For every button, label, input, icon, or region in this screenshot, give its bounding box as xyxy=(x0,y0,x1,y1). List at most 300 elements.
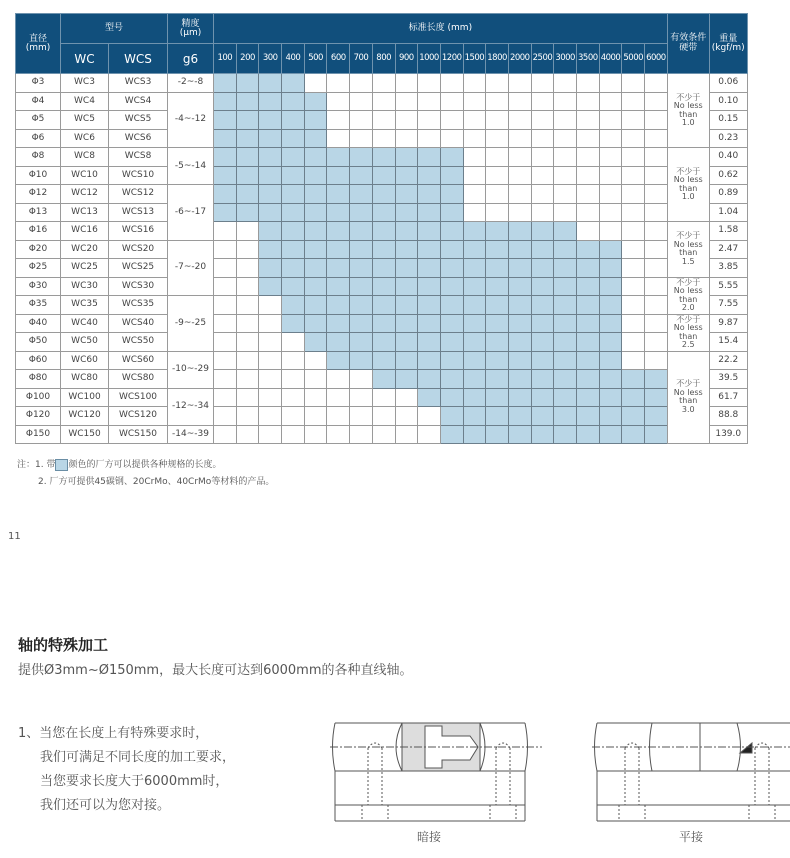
table-row xyxy=(16,222,748,241)
length-cell xyxy=(599,277,622,296)
length-cell xyxy=(622,92,645,111)
length-cell xyxy=(554,203,577,222)
length-cell xyxy=(304,222,327,241)
length-cell xyxy=(463,203,486,222)
length-cell xyxy=(327,407,350,426)
length-cell xyxy=(259,388,282,407)
wcs-model-cell: WCS16 xyxy=(109,222,168,241)
shaft-spec-table xyxy=(15,13,748,444)
length-cell xyxy=(395,277,418,296)
length-cell xyxy=(508,277,531,296)
length-cell xyxy=(531,277,554,296)
length-cell xyxy=(440,259,463,278)
length-cell xyxy=(577,333,600,352)
length-cell xyxy=(395,351,418,370)
length-cell xyxy=(622,333,645,352)
length-cell xyxy=(463,111,486,130)
length-cell xyxy=(259,185,282,204)
flat-joint-caption: 平接 xyxy=(679,830,704,844)
wcs-model-cell: WCS5 xyxy=(109,111,168,130)
length-cell xyxy=(645,425,668,444)
length-cell xyxy=(486,203,509,222)
length-cell xyxy=(599,92,622,111)
length-cell xyxy=(327,370,350,389)
length-cell xyxy=(554,425,577,444)
length-cell xyxy=(236,74,259,93)
length-cell xyxy=(259,92,282,111)
length-cell xyxy=(508,370,531,389)
length-cell xyxy=(327,74,350,93)
table-row xyxy=(16,296,748,315)
length-cell xyxy=(622,370,645,389)
length-cell xyxy=(304,407,327,426)
length-cell xyxy=(418,185,441,204)
length-cell xyxy=(259,203,282,222)
length-cell xyxy=(304,185,327,204)
length-cell xyxy=(372,259,395,278)
length-cell xyxy=(599,222,622,241)
length-cell xyxy=(440,351,463,370)
length-cell xyxy=(372,314,395,333)
length-cell xyxy=(395,333,418,352)
length-cell xyxy=(645,277,668,296)
length-cell xyxy=(372,351,395,370)
weight-cell: 0.15 xyxy=(709,111,747,130)
diameter-cell: Φ3 xyxy=(16,74,61,93)
length-cell xyxy=(327,314,350,333)
length-cell xyxy=(463,148,486,167)
wcs-model-cell: WCS13 xyxy=(109,203,168,222)
length-cell xyxy=(282,74,305,93)
length-cell xyxy=(327,148,350,167)
length-cell xyxy=(236,166,259,185)
length-cell xyxy=(372,277,395,296)
length-cell xyxy=(236,259,259,278)
tolerance-cell: -6~-17 xyxy=(168,185,214,241)
diameter-cell: Φ4 xyxy=(16,92,61,111)
length-cell xyxy=(554,314,577,333)
length-cell xyxy=(508,92,531,111)
length-cell xyxy=(418,388,441,407)
length-cell xyxy=(463,407,486,426)
length-cell xyxy=(486,222,509,241)
length-cell xyxy=(577,129,600,148)
weight-header: 重量 (kgf/m) xyxy=(709,14,747,74)
table-row xyxy=(16,185,748,204)
length-cell xyxy=(440,240,463,259)
length-cell xyxy=(599,296,622,315)
length-cell xyxy=(350,129,373,148)
length-cell xyxy=(236,296,259,315)
table-row xyxy=(16,259,748,278)
length-cell xyxy=(463,333,486,352)
length-cell xyxy=(214,166,237,185)
wc-model-cell: WC12 xyxy=(61,185,109,204)
length-header: 400 xyxy=(282,44,305,74)
diameter-cell: Φ5 xyxy=(16,111,61,130)
length-cell xyxy=(508,203,531,222)
length-cell xyxy=(236,407,259,426)
length-cell xyxy=(214,185,237,204)
length-cell xyxy=(577,407,600,426)
length-cell xyxy=(508,314,531,333)
length-cell xyxy=(395,407,418,426)
length-cell xyxy=(418,333,441,352)
length-cell xyxy=(350,388,373,407)
tolerance-cell: -5~-14 xyxy=(168,148,214,185)
length-cell xyxy=(282,425,305,444)
wc-model-cell: WC40 xyxy=(61,314,109,333)
length-cell xyxy=(214,222,237,241)
wc-model-cell: WC30 xyxy=(61,277,109,296)
length-cell xyxy=(350,185,373,204)
length-cell xyxy=(645,185,668,204)
table-row xyxy=(16,240,748,259)
tolerance-cell: -10~-29 xyxy=(168,351,214,388)
length-cell xyxy=(259,222,282,241)
section-subtitle: 提供Ø3mm~Ø150mm，最大长度可达到6000mm的各种直线轴。 xyxy=(18,663,413,678)
length-cell xyxy=(508,222,531,241)
length-cell xyxy=(214,333,237,352)
wcs-model-cell: WCS8 xyxy=(109,148,168,167)
wc-model-cell: WC8 xyxy=(61,148,109,167)
length-cell xyxy=(554,370,577,389)
wcs-model-cell: WCS35 xyxy=(109,296,168,315)
length-cell xyxy=(304,388,327,407)
length-cell xyxy=(508,407,531,426)
length-cell xyxy=(259,166,282,185)
wcs-model-cell: WCS50 xyxy=(109,333,168,352)
length-cell xyxy=(282,351,305,370)
std-length-header: 标准长度 (mm) xyxy=(214,14,668,44)
length-header: 800 xyxy=(372,44,395,74)
length-cell xyxy=(645,407,668,426)
section-title: 轴的特殊加工 xyxy=(18,636,109,654)
diameter-cell: Φ80 xyxy=(16,370,61,389)
length-cell xyxy=(486,111,509,130)
length-cell xyxy=(531,111,554,130)
weight-cell: 139.0 xyxy=(709,425,747,444)
length-cell xyxy=(508,425,531,444)
length-cell xyxy=(395,222,418,241)
length-cell xyxy=(531,259,554,278)
length-cell xyxy=(418,111,441,130)
wc-model-cell: WC20 xyxy=(61,240,109,259)
length-cell xyxy=(282,185,305,204)
weight-cell: 39.5 xyxy=(709,370,747,389)
hardened-depth-cell: 不少于 No less than 3.0 xyxy=(667,351,709,444)
length-cell xyxy=(327,129,350,148)
length-cell xyxy=(327,277,350,296)
table-row xyxy=(16,407,748,426)
length-cell xyxy=(599,166,622,185)
length-header: 900 xyxy=(395,44,418,74)
length-cell xyxy=(236,148,259,167)
diameter-cell: Φ12 xyxy=(16,185,61,204)
length-cell xyxy=(531,166,554,185)
table-row xyxy=(16,370,748,389)
length-cell xyxy=(531,129,554,148)
length-cell xyxy=(372,240,395,259)
wc-model-cell: WC3 xyxy=(61,74,109,93)
weight-cell: 22.2 xyxy=(709,351,747,370)
length-header: 6000 xyxy=(645,44,668,74)
length-cell xyxy=(304,425,327,444)
length-cell xyxy=(645,203,668,222)
length-cell xyxy=(531,333,554,352)
length-cell xyxy=(508,185,531,204)
length-cell xyxy=(622,240,645,259)
note-1: 注：1. 带 颜色的厂方可以提供各种规格的长度。 xyxy=(17,460,222,470)
length-cell xyxy=(214,74,237,93)
table-row xyxy=(16,277,748,296)
tolerance-cell: -2~-8 xyxy=(168,74,214,93)
wcs-model-cell: WCS3 xyxy=(109,74,168,93)
length-cell xyxy=(508,111,531,130)
length-cell xyxy=(622,185,645,204)
hardened-depth-cell: 不少于 No less than 1.0 xyxy=(667,148,709,222)
length-cell xyxy=(463,240,486,259)
length-cell xyxy=(508,333,531,352)
length-cell xyxy=(645,92,668,111)
length-cell xyxy=(645,166,668,185)
length-cell xyxy=(622,222,645,241)
diameter-cell: Φ120 xyxy=(16,407,61,426)
length-cell xyxy=(463,277,486,296)
length-cell xyxy=(259,129,282,148)
length-cell xyxy=(214,111,237,130)
length-cell xyxy=(440,388,463,407)
length-cell xyxy=(214,148,237,167)
length-cell xyxy=(372,111,395,130)
length-cell xyxy=(440,166,463,185)
length-cell xyxy=(372,203,395,222)
wcs-model-cell: WCS30 xyxy=(109,277,168,296)
length-cell xyxy=(440,314,463,333)
diameter-cell: Φ50 xyxy=(16,333,61,352)
length-cell xyxy=(327,388,350,407)
length-cell xyxy=(372,166,395,185)
length-cell xyxy=(372,129,395,148)
length-cell xyxy=(554,333,577,352)
length-cell xyxy=(372,296,395,315)
wcs-model-cell: WCS25 xyxy=(109,259,168,278)
length-cell xyxy=(395,370,418,389)
length-cell xyxy=(440,370,463,389)
length-cell xyxy=(236,92,259,111)
length-cell xyxy=(327,185,350,204)
diameter-cell: Φ16 xyxy=(16,222,61,241)
length-cell xyxy=(486,129,509,148)
length-cell xyxy=(599,74,622,93)
hidden-joint-caption: 暗接 xyxy=(417,830,442,844)
hardened-depth-cell: 不少于 No less than 2.0 xyxy=(667,277,709,314)
length-cell xyxy=(577,240,600,259)
diameter-cell: Φ25 xyxy=(16,259,61,278)
length-cell xyxy=(350,407,373,426)
weight-cell: 0.06 xyxy=(709,74,747,93)
length-cell xyxy=(440,407,463,426)
length-cell xyxy=(577,314,600,333)
weight-cell: 9.87 xyxy=(709,314,747,333)
length-cell xyxy=(463,74,486,93)
wc-model-cell: WC50 xyxy=(61,333,109,352)
wcs-model-cell: WCS120 xyxy=(109,407,168,426)
wc-model-cell: WC120 xyxy=(61,407,109,426)
length-cell xyxy=(440,222,463,241)
length-cell xyxy=(645,129,668,148)
weight-cell: 7.55 xyxy=(709,296,747,315)
length-cell xyxy=(622,351,645,370)
length-cell xyxy=(214,351,237,370)
length-cell xyxy=(645,74,668,93)
length-cell xyxy=(214,259,237,278)
length-cell xyxy=(418,74,441,93)
diameter-cell: Φ150 xyxy=(16,425,61,444)
length-cell xyxy=(645,333,668,352)
diameter-cell: Φ8 xyxy=(16,148,61,167)
length-cell xyxy=(531,92,554,111)
length-cell xyxy=(622,166,645,185)
length-header: 1000 xyxy=(418,44,441,74)
length-cell xyxy=(304,277,327,296)
tolerance-cell: -9~-25 xyxy=(168,296,214,352)
length-cell xyxy=(214,92,237,111)
length-cell xyxy=(395,166,418,185)
available-swatch xyxy=(55,459,68,471)
table-row xyxy=(16,74,748,93)
length-cell xyxy=(622,203,645,222)
length-header: 600 xyxy=(327,44,350,74)
diameter-cell: Φ100 xyxy=(16,388,61,407)
length-cell xyxy=(236,129,259,148)
length-cell xyxy=(350,314,373,333)
tolerance-cell: -7~-20 xyxy=(168,240,214,296)
diameter-header: 直径 (mm) xyxy=(16,14,61,74)
length-cell xyxy=(440,92,463,111)
length-cell xyxy=(350,74,373,93)
diameter-cell: Φ20 xyxy=(16,240,61,259)
length-cell xyxy=(259,425,282,444)
length-cell xyxy=(554,407,577,426)
wcs-model-cell: WCS20 xyxy=(109,240,168,259)
length-cell xyxy=(531,351,554,370)
length-cell xyxy=(531,425,554,444)
length-cell xyxy=(463,370,486,389)
wc-model-cell: WC13 xyxy=(61,203,109,222)
length-cell xyxy=(304,240,327,259)
table-row xyxy=(16,148,748,167)
length-cell xyxy=(327,333,350,352)
wc-model-cell: WC80 xyxy=(61,370,109,389)
weight-cell: 0.40 xyxy=(709,148,747,167)
length-cell xyxy=(304,351,327,370)
weight-cell: 15.4 xyxy=(709,333,747,352)
length-cell xyxy=(418,166,441,185)
length-cell xyxy=(395,240,418,259)
length-cell xyxy=(486,370,509,389)
length-cell xyxy=(214,277,237,296)
diameter-cell: Φ30 xyxy=(16,277,61,296)
length-cell xyxy=(577,351,600,370)
length-cell xyxy=(645,296,668,315)
length-cell xyxy=(418,92,441,111)
length-cell xyxy=(531,388,554,407)
wcs-model-cell: WCS100 xyxy=(109,388,168,407)
length-cell xyxy=(350,111,373,130)
length-cell xyxy=(463,351,486,370)
flat-joint-diagram xyxy=(592,718,790,823)
weight-cell: 2.47 xyxy=(709,240,747,259)
wc-header: WC xyxy=(61,44,109,74)
length-cell xyxy=(486,277,509,296)
length-cell xyxy=(236,370,259,389)
model-header: 型号 xyxy=(61,14,168,44)
length-cell xyxy=(350,222,373,241)
tolerance-cell: -14~-39 xyxy=(168,425,214,444)
length-cell xyxy=(418,259,441,278)
length-cell xyxy=(554,351,577,370)
length-cell xyxy=(214,425,237,444)
length-cell xyxy=(577,259,600,278)
length-cell xyxy=(440,425,463,444)
length-header: 1500 xyxy=(463,44,486,74)
length-cell xyxy=(486,74,509,93)
length-header: 1800 xyxy=(486,44,509,74)
length-cell xyxy=(259,370,282,389)
length-cell xyxy=(304,314,327,333)
length-cell xyxy=(214,388,237,407)
length-cell xyxy=(440,277,463,296)
length-cell xyxy=(622,407,645,426)
list-line: 我们还可以为您对接。 xyxy=(40,798,171,813)
length-cell xyxy=(418,203,441,222)
wc-model-cell: WC35 xyxy=(61,296,109,315)
diameter-cell: Φ60 xyxy=(16,351,61,370)
length-cell xyxy=(622,388,645,407)
wcs-model-cell: WCS60 xyxy=(109,351,168,370)
length-cell xyxy=(327,259,350,278)
length-header: 300 xyxy=(259,44,282,74)
length-cell xyxy=(418,370,441,389)
weight-cell: 3.85 xyxy=(709,259,747,278)
length-cell xyxy=(486,333,509,352)
page-number: 11 xyxy=(8,531,21,542)
length-cell xyxy=(236,111,259,130)
length-header: 4000 xyxy=(599,44,622,74)
length-header: 2000 xyxy=(508,44,531,74)
length-cell xyxy=(372,425,395,444)
length-cell xyxy=(418,425,441,444)
length-cell xyxy=(508,240,531,259)
length-header: 700 xyxy=(350,44,373,74)
length-cell xyxy=(282,222,305,241)
tolerance-cell: -12~-34 xyxy=(168,388,214,425)
length-cell xyxy=(395,314,418,333)
length-cell xyxy=(282,259,305,278)
weight-cell: 0.62 xyxy=(709,166,747,185)
length-cell xyxy=(645,240,668,259)
length-cell xyxy=(531,296,554,315)
table-row xyxy=(16,166,748,185)
length-cell xyxy=(418,277,441,296)
length-cell xyxy=(463,388,486,407)
length-cell xyxy=(554,166,577,185)
length-cell xyxy=(350,259,373,278)
length-cell xyxy=(259,111,282,130)
length-cell xyxy=(418,240,441,259)
length-cell xyxy=(372,222,395,241)
